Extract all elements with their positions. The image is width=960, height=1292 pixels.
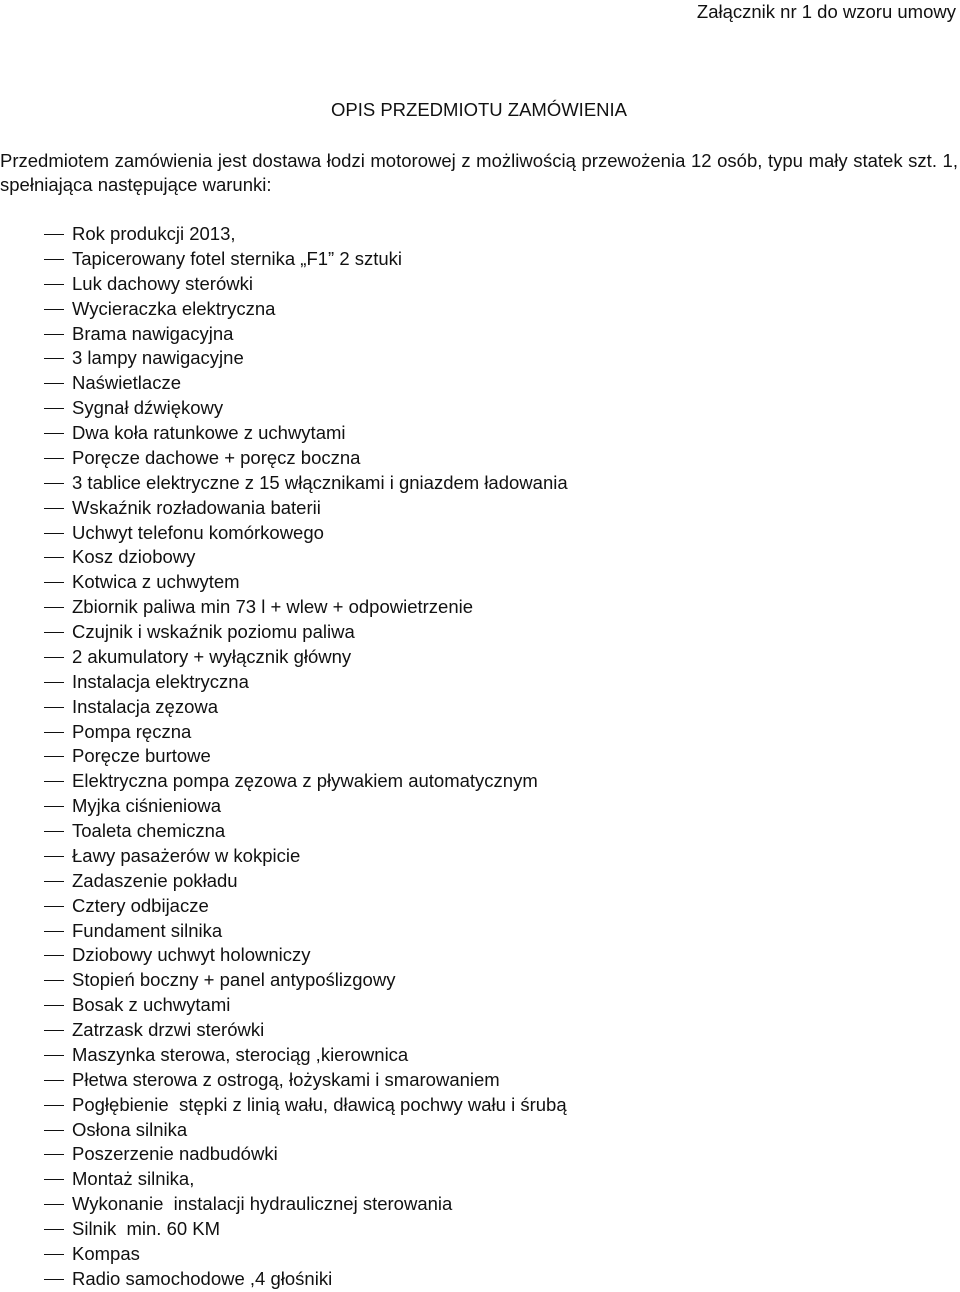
- dash-bullet-icon: [44, 433, 64, 434]
- list-item: [0, 521, 958, 546]
- list-item-text: Tapicerowany fotel sternika „F1” 2 sztuki: [72, 247, 403, 269]
- list-item: [0, 744, 958, 769]
- dash-bullet-icon: [44, 358, 64, 359]
- dash-bullet-icon: [44, 955, 64, 956]
- dash-bullet-icon: [44, 1279, 64, 1280]
- list-item: [0, 968, 958, 993]
- dash-bullet-icon: [44, 1030, 64, 1031]
- list-item: [0, 1093, 958, 1118]
- dash-bullet-icon: [44, 1130, 64, 1131]
- list-item: [0, 272, 958, 297]
- dash-bullet-icon: [44, 806, 64, 807]
- dash-bullet-icon: [44, 1254, 64, 1255]
- dash-bullet-icon: [44, 756, 64, 757]
- list-item-text: Osłona silnika: [72, 1118, 188, 1140]
- list-item-text: Poszerzenie nadbudówki: [72, 1143, 278, 1165]
- list-item: [0, 222, 958, 247]
- dash-bullet-icon: [44, 309, 64, 310]
- dash-bullet-icon: [44, 334, 64, 335]
- list-item: [0, 1142, 958, 1167]
- list-item: [0, 943, 958, 968]
- list-item-text: 3 lampy nawigacyjne: [72, 347, 244, 369]
- list-item-text: Luk dachowy sterówki: [72, 272, 253, 294]
- list-item-text: Pompa ręczna: [72, 720, 192, 742]
- list-item-text: Sygnał dźwiękowy: [72, 397, 224, 419]
- list-item: [0, 1167, 958, 1192]
- list-item: [0, 993, 958, 1018]
- list-item: [0, 670, 958, 695]
- list-item: [0, 346, 958, 371]
- list-item-text: Instalacja elektryczna: [72, 670, 249, 692]
- list-item-text: Myjka ciśnieniowa: [72, 795, 222, 817]
- dash-bullet-icon: [44, 408, 64, 409]
- list-item-text: Montaż silnika,: [72, 1168, 195, 1190]
- dash-bullet-icon: [44, 781, 64, 782]
- list-item-text: Instalacja zęzowa: [72, 695, 219, 717]
- list-item: [0, 1267, 958, 1292]
- list-item: [0, 1242, 958, 1267]
- list-item: [0, 695, 958, 720]
- dash-bullet-icon: [44, 533, 64, 534]
- list-item-text: Dziobowy uchwyt holowniczy: [72, 944, 311, 966]
- list-item: [0, 595, 958, 620]
- list-item: [0, 894, 958, 919]
- list-item-text: Czujnik i wskaźnik poziomu paliwa: [72, 621, 355, 642]
- list-item: [0, 396, 958, 421]
- dash-bullet-icon: [44, 234, 64, 235]
- dash-bullet-icon: [44, 1154, 64, 1155]
- list-item-text: 2 akumulatory + wyłącznik główny: [72, 645, 352, 667]
- dash-bullet-icon: [44, 508, 64, 509]
- list-item: [0, 322, 958, 347]
- list-item: [0, 1018, 958, 1043]
- list-item-text: Radio samochodowe ,4 głośniki: [72, 1267, 333, 1289]
- list-item: [0, 496, 958, 521]
- list-item-text: Zatrzask drzwi sterówki: [72, 1019, 265, 1040]
- list-item-text: Zbiornik paliwa min 73 l + wlew + odpowietrzenie: [72, 596, 474, 618]
- dash-bullet-icon: [44, 931, 64, 932]
- list-item: [0, 297, 958, 322]
- dash-bullet-icon: [44, 607, 64, 608]
- dash-bullet-icon: [44, 483, 64, 484]
- list-item-text: Kosz dziobowy: [72, 546, 196, 568]
- list-item-text: Elektryczna pompa zęzowa z pływakiem automatycznym: [72, 770, 538, 792]
- list-item-text: Płetwa sterowa z ostrogą, łożyskami i smarowaniem: [72, 1068, 500, 1090]
- list-item: [0, 869, 958, 894]
- list-item: [0, 371, 958, 396]
- dash-bullet-icon: [44, 1080, 64, 1081]
- dash-bullet-icon: [44, 707, 64, 708]
- dash-bullet-icon: [44, 1055, 64, 1056]
- list-item-text: Toaleta chemiczna: [72, 820, 226, 841]
- list-item-text: Dwa koła ratunkowe z uchwytami: [72, 422, 346, 443]
- list-item: [0, 1118, 958, 1143]
- list-item-text: Maszynka sterowa, sterociąg ,kierownica: [72, 1043, 409, 1065]
- list-item-text: Bosak z uchwytami: [72, 994, 231, 1016]
- annex-label: Załącznik nr 1 do wzoru umowy: [696, 1, 956, 22]
- list-item-text: Wykonanie instalacji hydraulicznej sterowania: [72, 1193, 453, 1215]
- list-item-text: Wycieraczka elektryczna: [72, 297, 276, 319]
- list-item-text: Uchwyt telefonu komórkowego: [72, 521, 324, 543]
- list-item-text: Wskaźnik rozładowania baterii: [72, 496, 321, 518]
- list-item-text: Zadaszenie pokładu: [72, 869, 238, 891]
- list-item: [0, 844, 958, 869]
- list-item-text: Kompas: [72, 1242, 140, 1264]
- dash-bullet-icon: [44, 1005, 64, 1006]
- list-item-text: Silnik min. 60 KM: [72, 1218, 221, 1239]
- intro-paragraph: Przedmiotem zamówienia jest dostawa łodzi motorowej z możliwością przewożenia 12 osób, typu mały statek szt. 1, spełniająca następujące warunki:: [0, 150, 958, 195]
- dash-bullet-icon: [44, 582, 64, 583]
- list-item: [0, 545, 958, 570]
- dash-bullet-icon: [44, 557, 64, 558]
- dash-bullet-icon: [44, 1204, 64, 1205]
- dash-bullet-icon: [44, 657, 64, 658]
- dash-bullet-icon: [44, 856, 64, 857]
- list-item-text: Cztery odbijacze: [72, 894, 209, 916]
- dash-bullet-icon: [44, 682, 64, 683]
- list-item: [0, 919, 958, 944]
- list-item: [0, 421, 958, 446]
- list-item: [0, 446, 958, 471]
- list-item: [0, 769, 958, 794]
- list-item-text: Naświetlacze: [72, 372, 181, 394]
- list-item-text: Brama nawigacyjna: [72, 322, 234, 344]
- requirements-list: [0, 222, 958, 1292]
- dash-bullet-icon: [44, 284, 64, 285]
- dash-bullet-icon: [44, 259, 64, 260]
- dash-bullet-icon: [44, 458, 64, 459]
- dash-bullet-icon: [44, 1105, 64, 1106]
- dash-bullet-icon: [44, 732, 64, 733]
- list-item: [0, 794, 958, 819]
- dash-bullet-icon: [44, 1179, 64, 1180]
- dash-bullet-icon: [44, 632, 64, 633]
- list-item: [0, 570, 958, 595]
- list-item: [0, 620, 958, 645]
- dash-bullet-icon: [44, 906, 64, 907]
- document-title: OPIS PRZEDMIOTU ZAMÓWIENIA: [330, 99, 627, 120]
- list-item-text: Stopień boczny + panel antypoślizgowy: [72, 969, 396, 991]
- list-item-text: Rok produkcji 2013,: [72, 223, 236, 244]
- dash-bullet-icon: [44, 980, 64, 981]
- list-item-text: Fundament silnika: [72, 919, 223, 941]
- list-item-text: Poręcze dachowe + poręcz boczna: [72, 446, 361, 468]
- list-item-text: 3 tablice elektryczne z 15 włącznikami i gniazdem ładowania: [72, 471, 568, 493]
- list-item: [0, 1192, 958, 1217]
- list-item: [0, 247, 958, 272]
- list-item-text: Ławy pasażerów w kokpicie: [72, 844, 301, 866]
- list-item: [0, 645, 958, 670]
- list-item: [0, 471, 958, 496]
- list-item-text: Poręcze burtowe: [72, 745, 211, 767]
- list-item-text: Pogłębienie stępki z linią wału, dławicą pochwy wału i śrubą: [72, 1093, 567, 1115]
- dash-bullet-icon: [44, 881, 64, 882]
- list-item: [0, 720, 958, 745]
- dash-bullet-icon: [44, 383, 64, 384]
- list-item: [0, 819, 958, 844]
- dash-bullet-icon: [44, 1229, 64, 1230]
- dash-bullet-icon: [44, 831, 64, 832]
- list-item: [0, 1217, 958, 1242]
- list-item: [0, 1043, 958, 1068]
- list-item-text: Kotwica z uchwytem: [72, 571, 240, 593]
- list-item: [0, 1068, 958, 1093]
